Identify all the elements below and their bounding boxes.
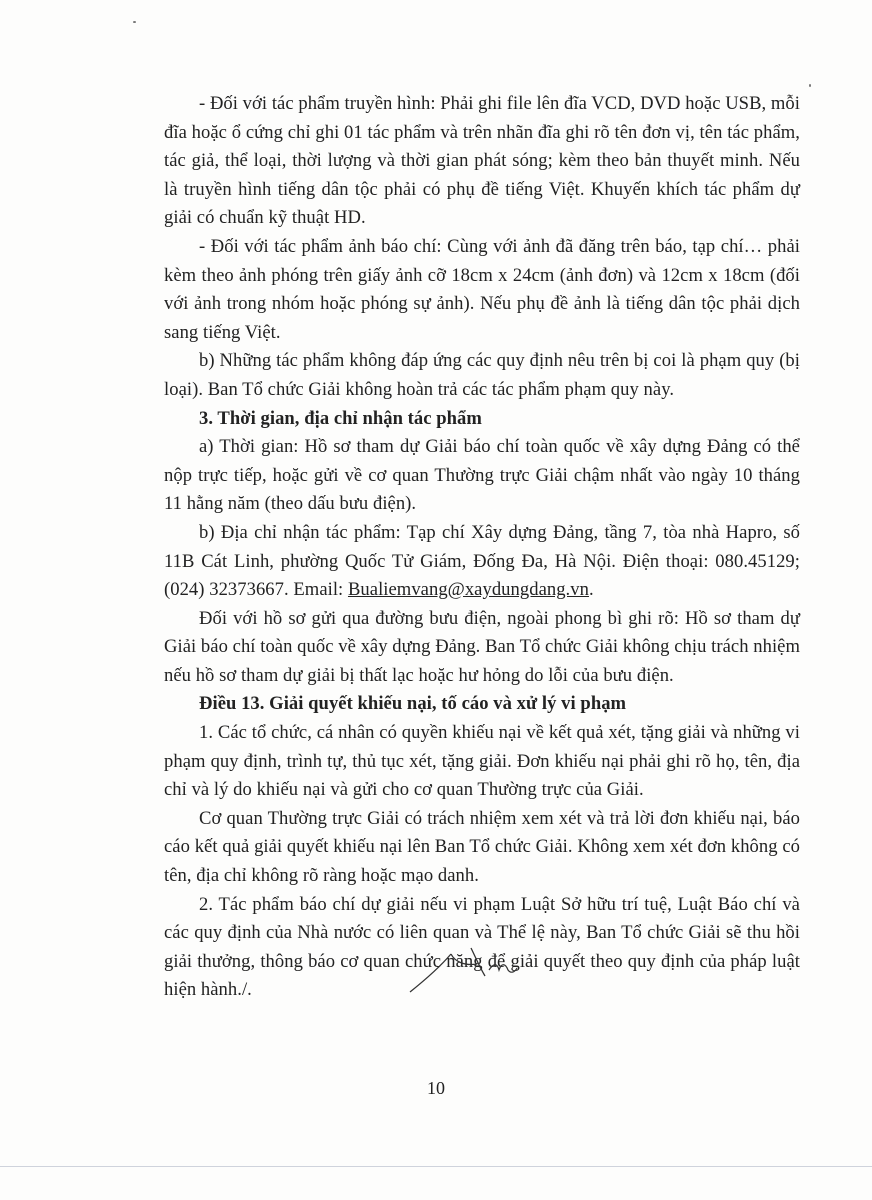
paragraph-tv-works: - Đối với tác phẩm truyền hình: Phải ghi file lên đĩa VCD, DVD hoặc USB, mỗi đĩa hoặc ổ cứng chỉ ghi 01 tác phẩm và trên nhãn đĩa ghi rõ tên đơn vị, tên tác phẩm, tác giả, thể loại, thời lượng và thời gian phát sóng; kèm theo bản thuyết minh. Nếu là truyền hình tiếng dân tộc phải có phụ đề tiếng Việt. Khuyến khích tác phẩm dự giải có chuẩn kỹ thuật HD.: [164, 93, 800, 229]
scan-speck: [133, 21, 136, 23]
address-suffix: .: [588, 579, 594, 601]
address-text: b) Địa chỉ nhận tác phẩm: Tạp chí Xây dựng Đảng, tầng 7, tòa nhà Hapro, số 11B Cát Linh, phường Quốc Tử Giám, Đống Đa, Hà Nội. Điện thoại: 080.45129; (024) 32373667. Email:: [164, 521, 800, 601]
scan-speck: [809, 84, 811, 87]
paragraph-violations: b) Những tác phẩm không đáp ứng các quy định nêu trên bị coi là phạm quy (bị loại). Ban Tổ chức Giải không hoàn trả các tác phẩm phạm quy này.: [164, 350, 800, 400]
email-link[interactable]: Bualiemvang@xaydungdang.vn: [347, 579, 589, 601]
section-heading-time-address: 3. Thời gian, địa chỉ nhận tác phẩm: [199, 407, 482, 429]
paragraph-deadline: a) Thời gian: Hồ sơ tham dự Giải báo chí toàn quốc về xây dựng Đảng có thể nộp trực tiếp, hoặc gửi về cơ quan Thường trực Giải chậm nhất vào ngày 10 tháng 11 hằng năm (theo dấu bưu điện).: [164, 436, 800, 515]
document-body: [164, 90, 800, 1005]
article-heading-complaints: Điều 13. Giải quyết khiếu nại, tố cáo và xử lý vi phạm: [199, 693, 627, 715]
paragraph-address: [164, 519, 800, 605]
scan-edge-line: [0, 1166, 872, 1167]
paragraph-complaint-handling: Cơ quan Thường trực Giải có trách nhiệm xem xét và trả lời đơn khiếu nại, báo cáo kết quả giải quyết khiếu nại lên Ban Tổ chức Giải. Không xem xét đơn không có tên, địa chỉ không rõ ràng hoặc mạo danh.: [164, 807, 800, 887]
paragraph-revocation: 2. Tác phẩm báo chí dự giải nếu vi phạm Luật Sở hữu trí tuệ, Luật Báo chí và các quy định của Nhà nước có liên quan và Thể lệ này, Ban Tổ chức Giải sẽ thu hồi giải thưởng, thông báo cơ quan chức năng để giải quyết theo quy định của pháp luật hiện hành./.: [164, 893, 800, 1001]
handwritten-initials: [405, 940, 535, 1000]
page-number: 10: [427, 1078, 445, 1098]
paragraph-postal: Đối với hồ sơ gửi qua đường bưu điện, ngoài phong bì ghi rõ: Hồ sơ tham dự Giải báo chí toàn quốc về xây dựng Đảng. Ban Tổ chức Giải không chịu trách nhiệm nếu hồ sơ tham dự giải bị thất lạc hoặc hư hỏng do lỗi của bưu điện.: [164, 607, 800, 686]
paragraph-photo-works: - Đối với tác phẩm ảnh báo chí: Cùng với ảnh đã đăng trên báo, tạp chí… phải kèm theo ảnh phóng trên giấy ảnh cỡ 18cm x 24cm (ảnh đơn) và 12cm x 18cm (đối với ảnh trong nhóm hoặc phóng sự ảnh). Nếu phụ đề ảnh là tiếng dân tộc phải dịch sang tiếng Việt.: [164, 235, 800, 343]
paragraph-complaint-rights: 1. Các tổ chức, cá nhân có quyền khiếu nại về kết quả xét, tặng giải và những vi phạm quy định, trình tự, thủ tục xét, tặng giải. Đơn khiếu nại phải ghi rõ họ, tên, địa chỉ và lý do khiếu nại và gửi cho cơ quan Thường trực của Giải.: [164, 722, 800, 801]
